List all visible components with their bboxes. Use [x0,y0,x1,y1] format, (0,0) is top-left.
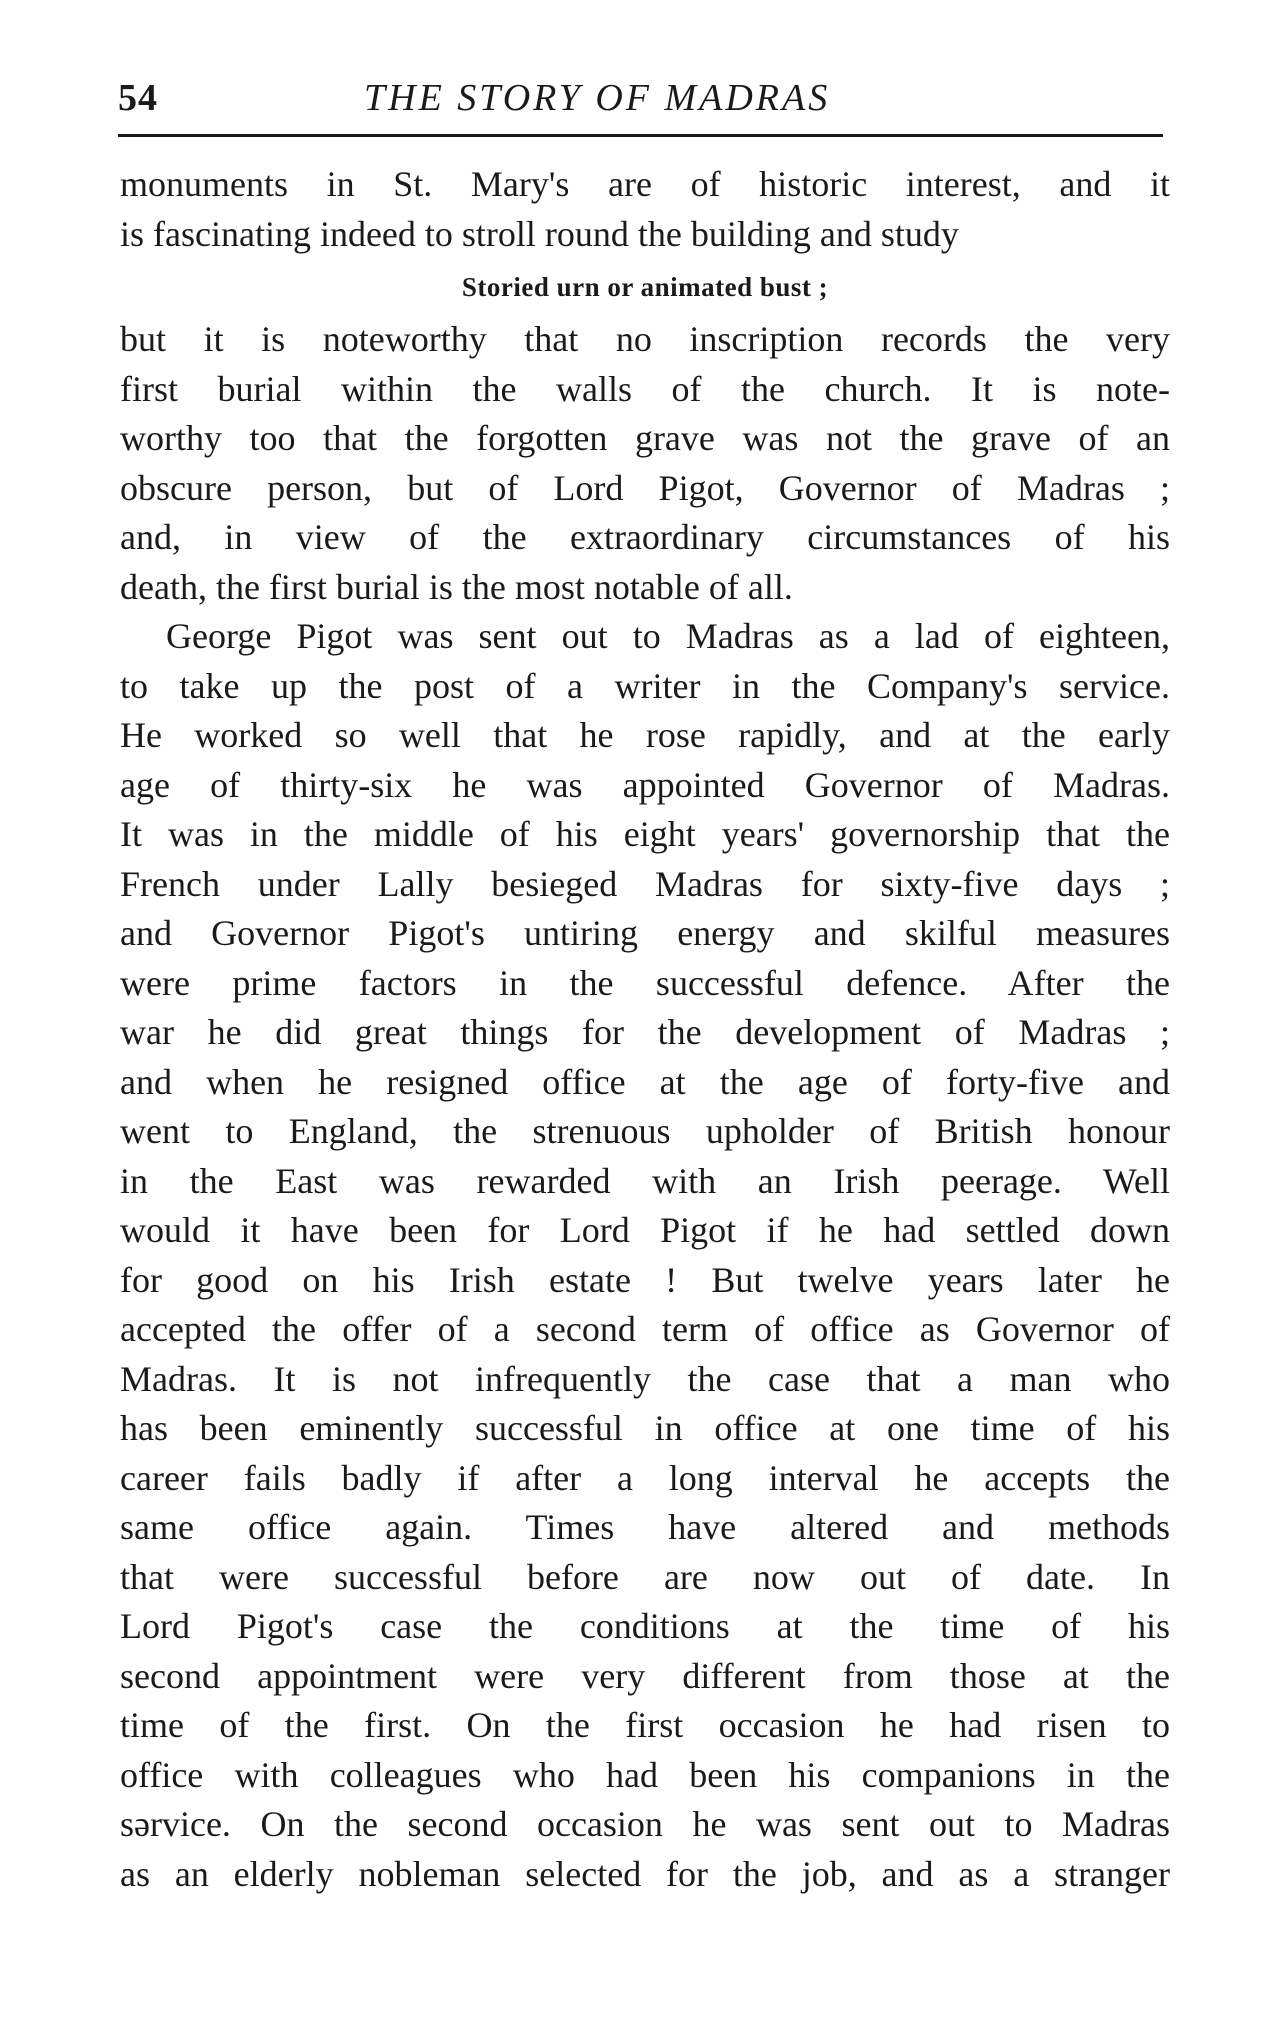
text-line: and when he resigned office at the age of forty-five and [120,1061,1170,1102]
text-line: went to England, the strenuous upholder of British honour [120,1111,1170,1151]
header-rule [118,134,1163,137]
text-line: monuments in St. Mary's are of historic interest, and it [120,164,1170,204]
text-line: George Pigot was sent out to Madras as a lad of eighteen, [166,616,1170,656]
text-line: office with colleagues who had been his companions in the [120,1754,1170,1795]
text-line: first burial within the walls of the church. It is note- [120,368,1170,409]
text-line: time of the first. On the first occasion he had risen to [120,1705,1170,1745]
text-line: worthy too that the forgotten grave was not the grave of an [120,418,1170,458]
body-text [120,160,1170,1899]
text-line: and, in view of the extraordinary circumstances of his [120,517,1170,557]
text-line: has been eminently successful in office at one time of his [120,1408,1170,1448]
text-line: death, the first burial is the most notable of all. [120,566,793,607]
quotation-line: Storied urn or animated bust ; [461,272,829,302]
text-line: Madras. It is not infrequently the case that a man who [120,1358,1170,1399]
page-number: 54 [118,77,158,119]
running-title: THE STORY OF MADRAS [364,77,831,119]
text-line: were prime factors in the successful defence. After the [120,962,1170,1003]
text-line: to take up the post of a writer in the Company's service. [120,665,1170,706]
text-line: sərvice. On the second occasion he was sent out to Madras [120,1804,1170,1844]
text-line: obscure person, but of Lord Pigot, Governor of Madras ; [120,467,1170,508]
text-line: for good on his Irish estate ! But twelve years later he [120,1259,1170,1300]
text-line: in the East was rewarded with an Irish peerage. Well [120,1160,1170,1201]
text-line: career fails badly if after a long interval he accepts the [120,1457,1170,1498]
text-line: Lord Pigot's case the conditions at the time of his [120,1606,1170,1646]
text-line: but it is noteworthy that no inscription records the very [120,319,1170,359]
text-line: war he did great things for the development of Madras ; [120,1012,1170,1052]
text-line: age of thirty-six he was appointed Governor of Madras. [120,764,1170,805]
text-line: and Governor Pigot's untiring energy and skilful measures [120,913,1170,953]
text-line: He worked so well that he rose rapidly, and at the early [120,715,1170,755]
text-line: that were successful before are now out of date. In [120,1556,1170,1597]
text-line: same office again. Times have altered and methods [120,1507,1170,1547]
page-header [118,76,1163,126]
text-line: It was in the middle of his eight years' governorship that the [120,814,1170,854]
text-line: would it have been for Lord Pigot if he had settled down [120,1210,1170,1250]
text-line: French under Lally besieged Madras for sixty-five days ; [120,863,1170,904]
text-line: is fascinating indeed to stroll round the building and study [120,213,959,254]
text-line: as an elderly nobleman selected for the job, and as a stranger [120,1853,1170,1894]
text-line: accepted the offer of a second term of office as Governor of [120,1309,1170,1349]
text-line: second appointment were very different from those at the [120,1655,1170,1696]
